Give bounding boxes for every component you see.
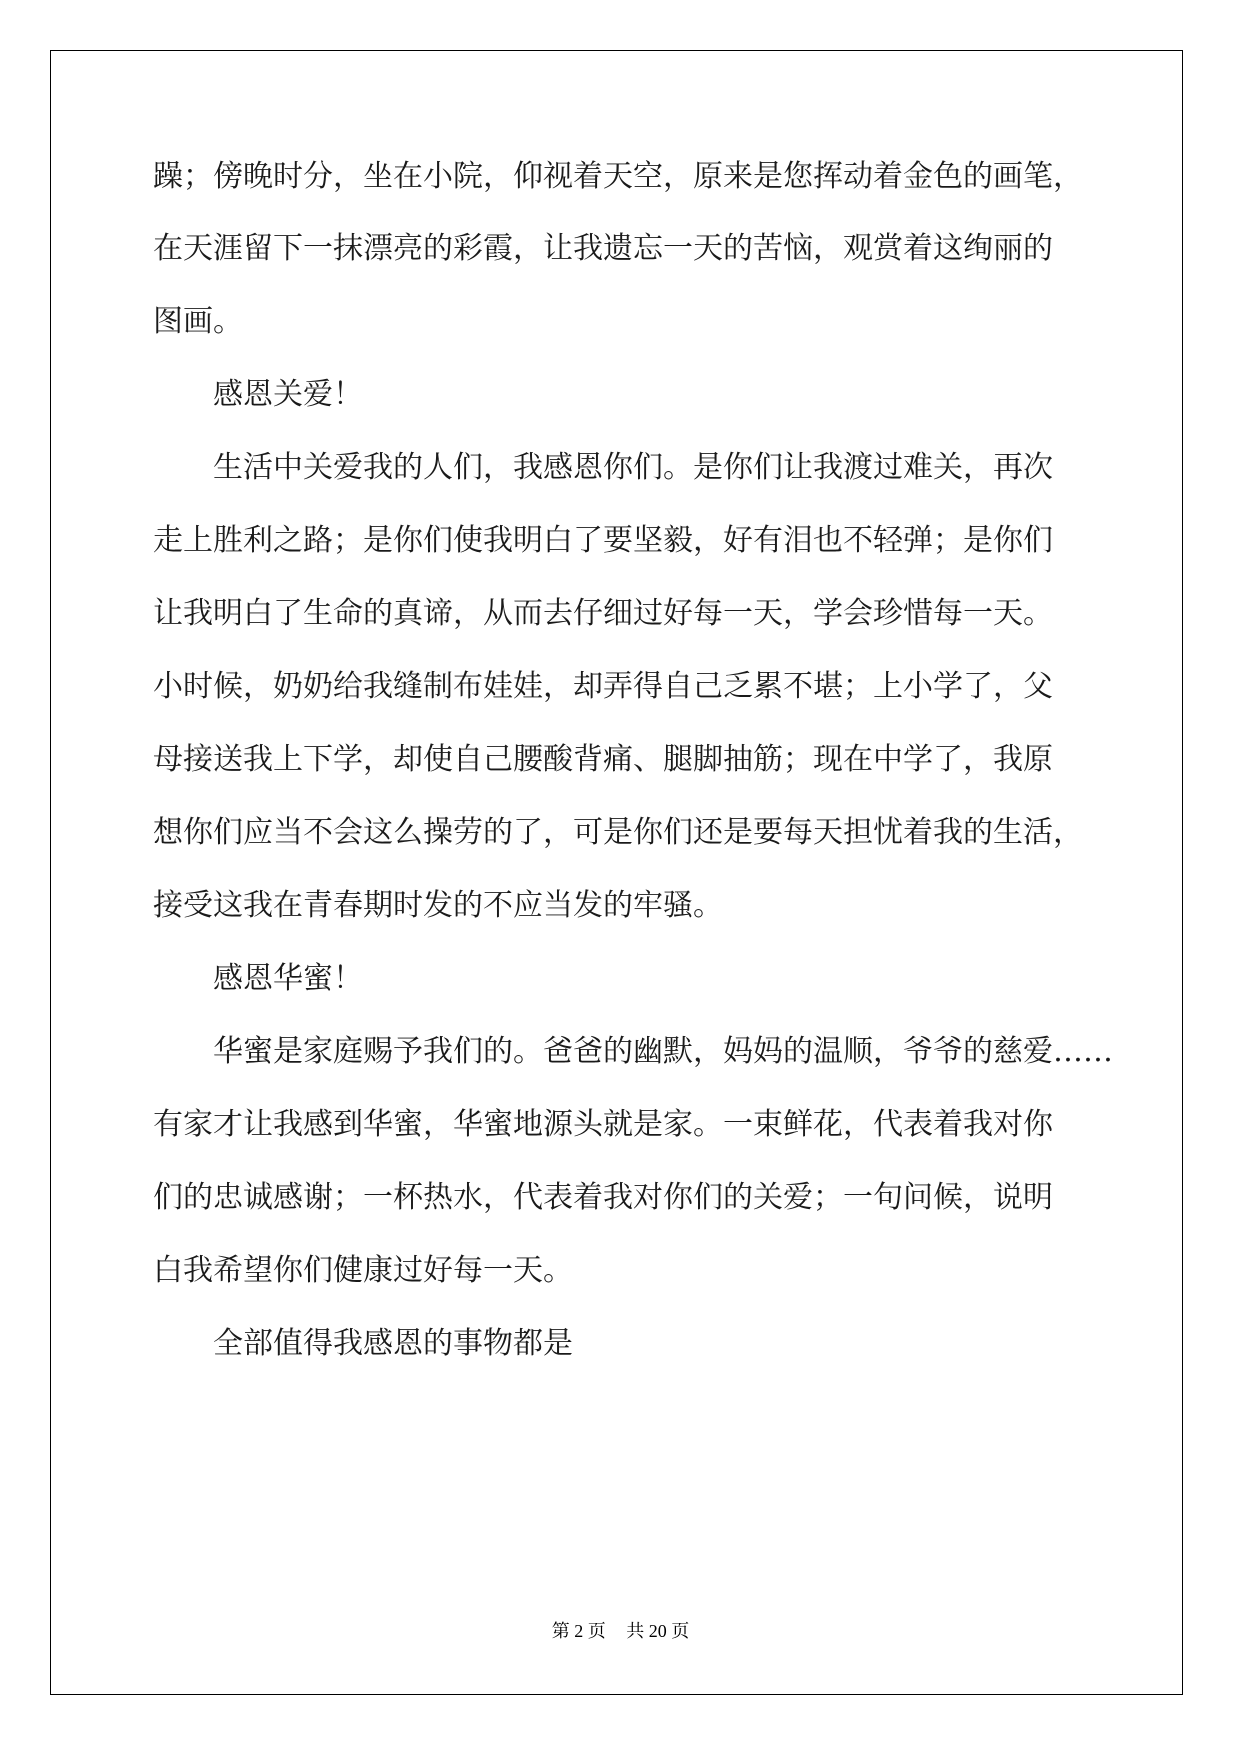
section-heading: 感恩关爱！	[213, 377, 363, 412]
text-line: 想你们应当不会这么操劳的了，可是你们还是要每天担忧着我的生活，	[153, 815, 1083, 850]
text-line: 母接送我上下学，却使自己腰酸背痛、腿脚抽筋；现在中学了，我原	[153, 742, 1053, 777]
text-line: 们的忠诚感谢；一杯热水，代表着我对你们的关爱；一句问候，说明	[153, 1180, 1053, 1215]
text-line: 在天涯留下一抹漂亮的彩霞，让我遗忘一天的苦恼，观赏着这绚丽的	[153, 231, 1053, 266]
text-line: 白我希望你们健康过好每一天。	[153, 1253, 573, 1288]
text-line: 躁；傍晚时分，坐在小院，仰视着天空，原来是您挥动着金色的画笔，	[153, 159, 1083, 194]
section-heading: 感恩华蜜！	[213, 961, 363, 996]
text-line: 全部值得我感恩的事物都是	[213, 1326, 573, 1361]
text-line: 华蜜是家庭赐予我们的。爸爸的幽默，妈妈的温顺，爷爷的慈爱……	[213, 1034, 1113, 1069]
text-line: 图画。	[153, 304, 243, 339]
page-border	[50, 50, 1183, 1695]
text-line: 生活中关爱我的人们，我感恩你们。是你们让我渡过难关，再次	[213, 450, 1053, 485]
text-line: 接受这我在青春期时发的不应当发的牢骚。	[153, 888, 723, 923]
page-total: 共 20 页	[626, 1621, 690, 1641]
text-line: 走上胜利之路；是你们使我明白了要坚毅，好有泪也不轻弹；是你们	[153, 523, 1053, 558]
text-line: 让我明白了生命的真谛，从而去仔细过好每一天，学会珍惜每一天。	[153, 596, 1053, 631]
text-line: 小时候，奶奶给我缝制布娃娃，却弄得自己乏累不堪；上小学了，父	[153, 669, 1053, 704]
page-number: 第 2 页	[551, 1621, 606, 1641]
text-line: 有家才让我感到华蜜，华蜜地源头就是家。一束鲜花，代表着我对你	[153, 1107, 1053, 1142]
page-footer	[0, 1617, 1241, 1643]
